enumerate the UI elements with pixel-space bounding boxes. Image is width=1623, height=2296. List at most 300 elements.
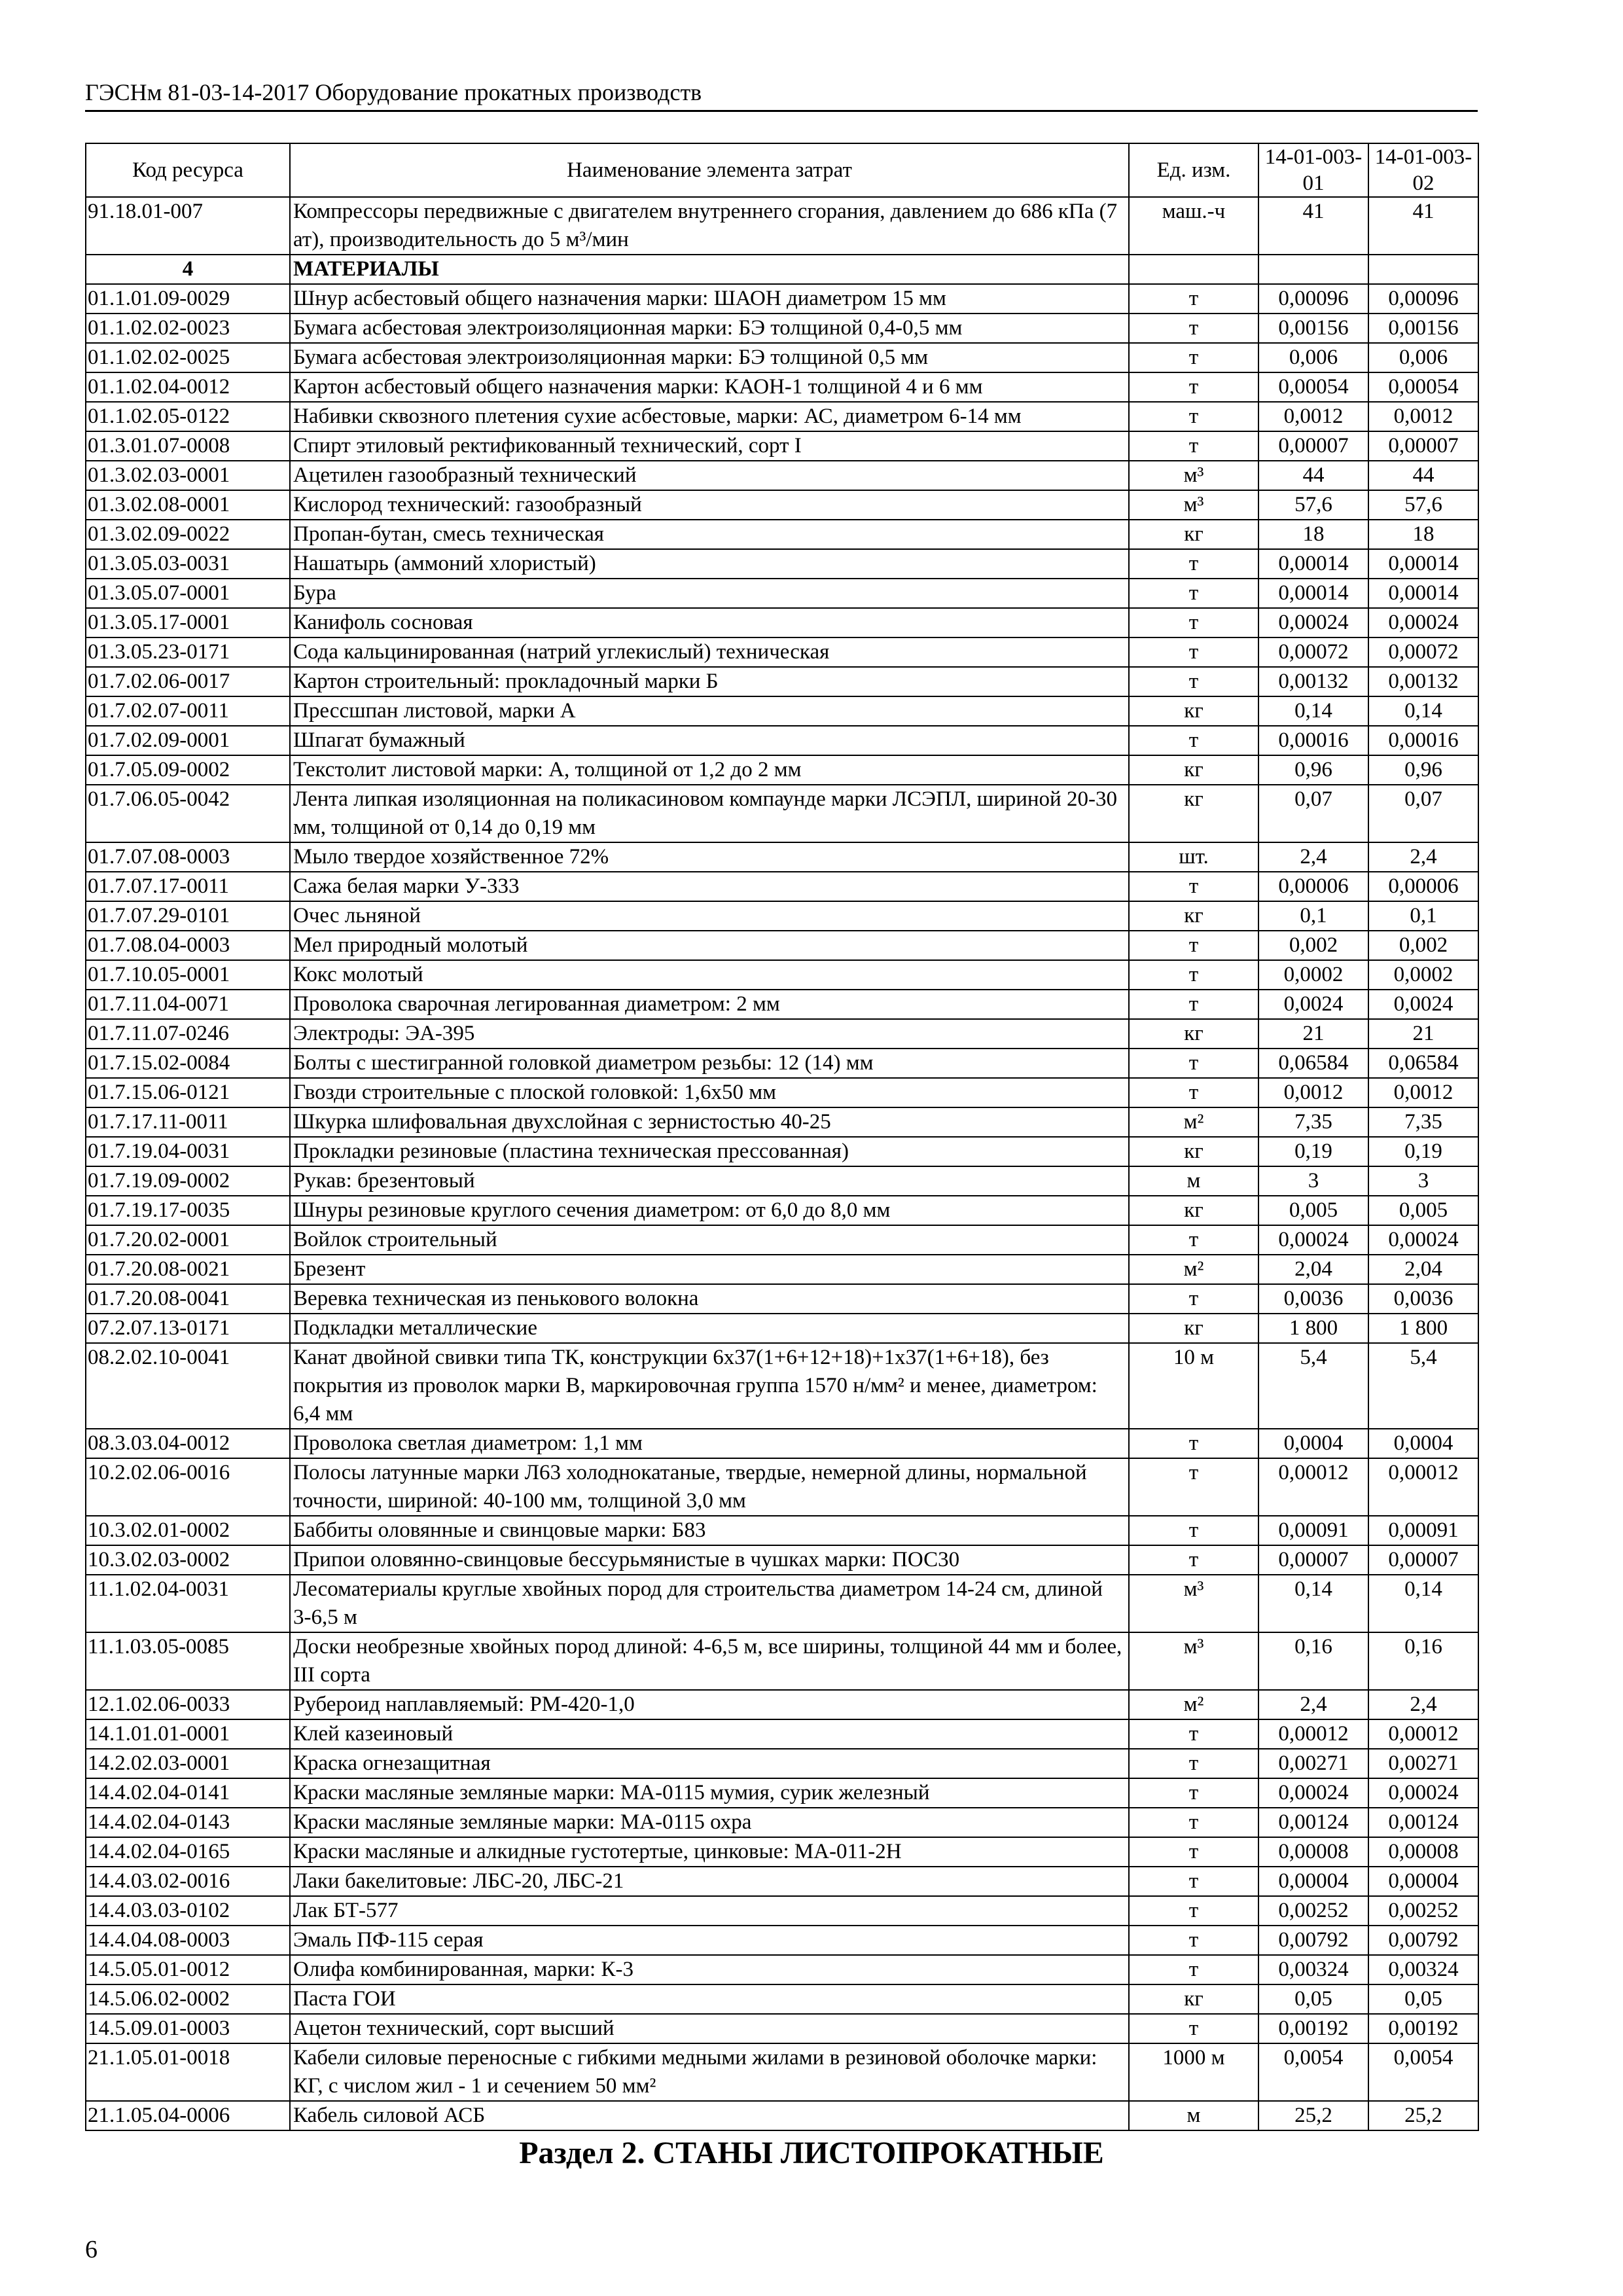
cell-norm-2: 0,00252	[1368, 1896, 1478, 1926]
cell-norm-1: 44	[1258, 461, 1368, 490]
cell-unit: кг	[1129, 785, 1258, 842]
cell-name: Полосы латунные марки Л63 холоднокатаные, твердые, немерной длины, нормальной точности, шириной: 40-100 мм, толщиной 3,0 мм	[290, 1458, 1129, 1516]
table-row	[86, 1778, 1478, 1808]
cell-code: 01.1.02.05-0122	[86, 402, 290, 431]
cell-norm-1: 0,00016	[1258, 726, 1368, 755]
cell-norm-1: 1 800	[1258, 1314, 1368, 1343]
cell-norm-2: 0,00096	[1368, 284, 1478, 314]
cell-unit: маш.-ч	[1129, 197, 1258, 255]
cell-norm-2: 0,00008	[1368, 1837, 1478, 1867]
cell-norm-1: 0,00012	[1258, 1719, 1368, 1749]
cell-norm-2: 0,00007	[1368, 1545, 1478, 1575]
cell-norm-2: 0,1	[1368, 901, 1478, 931]
table-header-row	[86, 143, 1478, 197]
table-row	[86, 842, 1478, 872]
cell-code: 01.7.06.05-0042	[86, 785, 290, 842]
cell-unit: т	[1129, 872, 1258, 901]
table-row	[86, 314, 1478, 343]
cell-name: Картон строительный: прокладочный марки Б	[290, 667, 1129, 696]
cell-norm-2: 0,0012	[1368, 1078, 1478, 1107]
cell-code: 01.3.02.08-0001	[86, 490, 290, 520]
cell-unit: кг	[1129, 1314, 1258, 1343]
cell-code: 07.2.07.13-0171	[86, 1314, 290, 1343]
cell-unit: кг	[1129, 1137, 1258, 1166]
cell-norm-1: 0,0054	[1258, 2043, 1368, 2101]
cell-unit: т	[1129, 343, 1258, 372]
table-row	[86, 726, 1478, 755]
cell-norm-1: 0,00014	[1258, 579, 1368, 608]
cell-name: Сажа белая марки У-333	[290, 872, 1129, 901]
cell-code: 01.7.02.06-0017	[86, 667, 290, 696]
cell-code: 01.3.05.03-0031	[86, 549, 290, 579]
table-row	[86, 1690, 1478, 1719]
cell-norm-2: 0,00054	[1368, 372, 1478, 402]
cell-norm-2: 0,00024	[1368, 1778, 1478, 1808]
cell-unit: кг	[1129, 1019, 1258, 1049]
cell-name: Болты с шестигранной головкой диаметром резьбы: 12 (14) мм	[290, 1049, 1129, 1078]
cell-norm-2: 0,00124	[1368, 1808, 1478, 1837]
table-row	[86, 1575, 1478, 1632]
cell-unit: т	[1129, 372, 1258, 402]
table-row	[86, 402, 1478, 431]
cell-code: 21.1.05.01-0018	[86, 2043, 290, 2101]
cell-norm-2: 0,002	[1368, 931, 1478, 960]
table-row	[86, 1019, 1478, 1049]
cell-unit: т	[1129, 931, 1258, 960]
cell-norm-2: 0,07	[1368, 785, 1478, 842]
cell-norm-1: 2,04	[1258, 1255, 1368, 1284]
cell-unit: м	[1129, 1166, 1258, 1196]
cell-norm-2: 41	[1368, 197, 1478, 255]
cell-name: Картон асбестовый общего назначения марки: КАОН-1 толщиной 4 и 6 мм	[290, 372, 1129, 402]
table-row	[86, 490, 1478, 520]
cell-norm-1: 0,00132	[1258, 667, 1368, 696]
cell-code: 01.3.05.07-0001	[86, 579, 290, 608]
table-row	[86, 1458, 1478, 1516]
cell-unit: т	[1129, 1429, 1258, 1458]
cell-norm-1: 0,14	[1258, 696, 1368, 726]
cell-norm-2: 25,2	[1368, 2101, 1478, 2130]
cell-name: Припои оловянно-свинцовые бессурьмянистые в чушках марки: ПОС30	[290, 1545, 1129, 1575]
table-row	[86, 696, 1478, 726]
cell-unit: т	[1129, 284, 1258, 314]
cell-norm-2: 3	[1368, 1166, 1478, 1196]
cell-code: 01.7.11.04-0071	[86, 990, 290, 1019]
cell-norm-1: 0,1	[1258, 901, 1368, 931]
cell-code: 01.7.10.05-0001	[86, 960, 290, 990]
cell-norm-2: 5,4	[1368, 1343, 1478, 1429]
cell-norm-2: 0,00006	[1368, 872, 1478, 901]
table-row	[86, 1284, 1478, 1314]
table-row	[86, 520, 1478, 549]
cell-norm-2: 0,00792	[1368, 1926, 1478, 1955]
cell-code: 01.7.15.06-0121	[86, 1078, 290, 1107]
cell-norm-1: 0,00014	[1258, 549, 1368, 579]
cell-norm-2: 7,35	[1368, 1107, 1478, 1137]
cell-code: 01.7.02.07-0011	[86, 696, 290, 726]
table-row	[86, 1314, 1478, 1343]
cell-norm-1: 0,0004	[1258, 1429, 1368, 1458]
cell-name: Шнур асбестовый общего назначения марки: ШАОН диаметром 15 мм	[290, 284, 1129, 314]
cell-norm-1: 7,35	[1258, 1107, 1368, 1137]
cell-name: Набивки сквозного плетения сухие асбестовые, марки: АС, диаметром 6-14 мм	[290, 402, 1129, 431]
cell-unit: т	[1129, 667, 1258, 696]
cell-norm-2: 0,00024	[1368, 608, 1478, 637]
cell-code: 01.7.11.07-0246	[86, 1019, 290, 1049]
cell-norm-2: 0,96	[1368, 755, 1478, 785]
cell-code: 01.3.01.07-0008	[86, 431, 290, 461]
cell-name: Шнуры резиновые круглого сечения диаметром: от 6,0 до 8,0 мм	[290, 1196, 1129, 1225]
cell-unit: кг	[1129, 901, 1258, 931]
cell-code: 11.1.02.04-0031	[86, 1575, 290, 1632]
column-header-code: Код ресурса	[86, 143, 290, 197]
cell-norm-1: 0,00024	[1258, 608, 1368, 637]
table-row	[86, 2101, 1478, 2130]
cell-norm-2: 0,0004	[1368, 1429, 1478, 1458]
cell-norm-2: 0,005	[1368, 1196, 1478, 1225]
table-row	[86, 1078, 1478, 1107]
cell-norm-1: 0,00192	[1258, 2014, 1368, 2043]
cell-norm-1: 0,00156	[1258, 314, 1368, 343]
cell-code: 14.2.02.03-0001	[86, 1749, 290, 1778]
cell-norm-1: 0,00124	[1258, 1808, 1368, 1837]
cell-unit: т	[1129, 1049, 1258, 1078]
table-row	[86, 1137, 1478, 1166]
table-row	[86, 990, 1478, 1019]
section-title: Раздел 2. СТАНЫ ЛИСТОПРОКАТНЫЕ	[519, 2136, 1104, 2170]
cell-code: 08.2.02.10-0041	[86, 1343, 290, 1429]
table-row	[86, 431, 1478, 461]
cell-code: 14.4.04.08-0003	[86, 1926, 290, 1955]
cell-name: Сода кальцинированная (натрий углекислый) техническая	[290, 637, 1129, 667]
cell-norm-2: 0,14	[1368, 696, 1478, 726]
cell-norm-2: 0,00014	[1368, 579, 1478, 608]
cell-norm-1: 0,00792	[1258, 1926, 1368, 1955]
cell-norm-1: 41	[1258, 197, 1368, 255]
cell-norm-2: 2,04	[1368, 1255, 1478, 1284]
cell-unit: 1000 м	[1129, 2043, 1258, 2101]
cell-norm-2: 0,00072	[1368, 637, 1478, 667]
cell-unit: т	[1129, 1808, 1258, 1837]
cell-name: Войлок строительный	[290, 1225, 1129, 1255]
cell-norm-1: 0,00072	[1258, 637, 1368, 667]
cell-code: 14.5.05.01-0012	[86, 1955, 290, 1984]
cell-norm-1: 25,2	[1258, 2101, 1368, 2130]
cell-unit: м	[1129, 2101, 1258, 2130]
cell-unit: м²	[1129, 1255, 1258, 1284]
cell-name: Брезент	[290, 1255, 1129, 1284]
cell-norm-1: 0,00012	[1258, 1458, 1368, 1516]
table-row	[86, 1632, 1478, 1690]
cell-name: Кабель силовой АСБ	[290, 2101, 1129, 2130]
cell-name: Очес льняной	[290, 901, 1129, 931]
cell-norm-2: 0,00156	[1368, 314, 1478, 343]
cell-norm-1: 0,96	[1258, 755, 1368, 785]
cell-code: 01.3.02.09-0022	[86, 520, 290, 549]
cell-code: 01.7.17.11-0011	[86, 1107, 290, 1137]
cell-name: Баббиты оловянные и свинцовые марки: Б83	[290, 1516, 1129, 1545]
table-row	[86, 549, 1478, 579]
cell-code: 01.7.08.04-0003	[86, 931, 290, 960]
cell-unit: т	[1129, 579, 1258, 608]
cell-name: Кокс молотый	[290, 960, 1129, 990]
cell-name: Мел природный молотый	[290, 931, 1129, 960]
cell-name: Веревка техническая из пенькового волокна	[290, 1284, 1129, 1314]
cell-norm-2: 0,0024	[1368, 990, 1478, 1019]
cell-norm-1: 0,19	[1258, 1137, 1368, 1166]
table-row	[86, 608, 1478, 637]
column-header-norm-1: 14-01-003-01	[1258, 143, 1368, 197]
cell-norm-1: 0,00024	[1258, 1225, 1368, 1255]
cell-name: Краски масляные земляные марки: МА-0115 мумия, сурик железный	[290, 1778, 1129, 1808]
cell-norm-1: 57,6	[1258, 490, 1368, 520]
cell-unit: т	[1129, 1458, 1258, 1516]
cell-name: Шпагат бумажный	[290, 726, 1129, 755]
cell-norm-2: 0,05	[1368, 1984, 1478, 2014]
table-row	[86, 1516, 1478, 1545]
cell-name: Краски масляные земляные марки: МА-0115 охра	[290, 1808, 1129, 1837]
cell-norm-1: 0,00091	[1258, 1516, 1368, 1545]
cell-name: Бумага асбестовая электроизоляционная марки: БЭ толщиной 0,5 мм	[290, 343, 1129, 372]
cell-unit: т	[1129, 1719, 1258, 1749]
cell-norm-1: 0,00271	[1258, 1749, 1368, 1778]
table-row	[86, 1343, 1478, 1429]
cell-code: 91.18.01-007	[86, 197, 290, 255]
cell-norm-1: 0,05	[1258, 1984, 1368, 2014]
cell-unit: м²	[1129, 1690, 1258, 1719]
cell-name: Бумага асбестовая электроизоляционная марки: БЭ толщиной 0,4-0,5 мм	[290, 314, 1129, 343]
cell-code: 01.7.19.04-0031	[86, 1137, 290, 1166]
cell-name: Рубероид наплавляемый: РМ-420-1,0	[290, 1690, 1129, 1719]
cell-name: Эмаль ПФ-115 серая	[290, 1926, 1129, 1955]
cell-norm-1: 0,005	[1258, 1196, 1368, 1225]
cell-code: 10.3.02.03-0002	[86, 1545, 290, 1575]
cell-unit: шт.	[1129, 842, 1258, 872]
cell-norm-1: 18	[1258, 520, 1368, 549]
cell-unit: 10 м	[1129, 1343, 1258, 1429]
table-row	[86, 1896, 1478, 1926]
column-header-unit: Ед. изм.	[1129, 143, 1258, 197]
cell-name: Краски масляные и алкидные густотертые, цинковые: МА-011-2Н	[290, 1837, 1129, 1867]
cell-code: 01.7.20.02-0001	[86, 1225, 290, 1255]
cell-name: Лента липкая изоляционная на поликасиновом компаунде марки ЛСЭПЛ, шириной 20-30 мм, толщиной от 0,14 до 0,19 мм	[290, 785, 1129, 842]
cell-norm-2: 0,00012	[1368, 1719, 1478, 1749]
cell-name: Бура	[290, 579, 1129, 608]
cell-code: 01.3.05.17-0001	[86, 608, 290, 637]
cell-norm-1: 0,0024	[1258, 990, 1368, 1019]
table-row	[86, 1255, 1478, 1284]
cell-name: Рукав: брезентовый	[290, 1166, 1129, 1196]
table-body	[86, 197, 1478, 2130]
cell-code: 01.7.19.17-0035	[86, 1196, 290, 1225]
cell-norm-2: 1 800	[1368, 1314, 1478, 1343]
section-row	[86, 255, 1478, 284]
cell-norm-1: 0,00004	[1258, 1867, 1368, 1896]
cell-norm-1: 0,00252	[1258, 1896, 1368, 1926]
cell-norm-1: 2,4	[1258, 1690, 1368, 1719]
cell-unit: т	[1129, 637, 1258, 667]
cell-norm-1: 0,16	[1258, 1632, 1368, 1690]
cell-norm-2: 0,00007	[1368, 431, 1478, 461]
cell-unit: кг	[1129, 1196, 1258, 1225]
cell-unit: кг	[1129, 1984, 1258, 2014]
page-header	[85, 77, 1478, 112]
cell-code: 01.7.20.08-0021	[86, 1255, 290, 1284]
cell-norm-1: 0,00006	[1258, 872, 1368, 901]
cell-code: 01.1.02.04-0012	[86, 372, 290, 402]
cell-code: 08.3.03.04-0012	[86, 1429, 290, 1458]
cell-unit: кг	[1129, 520, 1258, 549]
cell-name: Лесоматериалы круглые хвойных пород для строительства диаметром 14-24 см, длиной 3-6,5 м	[290, 1575, 1129, 1632]
cell-norm-2: 0,00016	[1368, 726, 1478, 755]
cell-code: 21.1.05.04-0006	[86, 2101, 290, 2130]
cell-norm-2: 18	[1368, 520, 1478, 549]
cell-norm-1: 0,0036	[1258, 1284, 1368, 1314]
cell-norm-2: 0,0002	[1368, 960, 1478, 990]
cell-name: Подкладки металлические	[290, 1314, 1129, 1343]
cell-norm-2: 21	[1368, 1019, 1478, 1049]
cell-code: 14.5.09.01-0003	[86, 2014, 290, 2043]
table-row	[86, 2043, 1478, 2101]
table-row	[86, 1166, 1478, 1196]
cell-code: 14.5.06.02-0002	[86, 1984, 290, 2014]
cell-norm-2: 44	[1368, 461, 1478, 490]
table-row	[86, 960, 1478, 990]
cell-code: 12.1.02.06-0033	[86, 1690, 290, 1719]
table-row	[86, 785, 1478, 842]
cell-unit: т	[1129, 402, 1258, 431]
cell-unit: м³	[1129, 1575, 1258, 1632]
cell-name: Канат двойной свивки типа ТК, конструкции 6х37(1+6+12+18)+1х37(1+6+18), без покрытия из проволок марки В, маркировочная группа 1570 н/мм² и менее, диаметром: 6,4 мм	[290, 1343, 1129, 1429]
cell-norm-1: 0,0012	[1258, 1078, 1368, 1107]
cell-name: Лак БТ-577	[290, 1896, 1129, 1926]
table-row	[86, 872, 1478, 901]
table-row	[86, 1808, 1478, 1837]
cell-norm-1: 0,00007	[1258, 431, 1368, 461]
table-row	[86, 1196, 1478, 1225]
cell-norm-2: 0,06584	[1368, 1049, 1478, 1078]
table-row	[86, 1837, 1478, 1867]
cell-name: Лаки бакелитовые: ЛБС-20, ЛБС-21	[290, 1867, 1129, 1896]
cell-name: Нашатырь (аммоний хлористый)	[290, 549, 1129, 579]
table-row	[86, 579, 1478, 608]
cell-unit: т	[1129, 1778, 1258, 1808]
cell-norm-1	[1258, 255, 1368, 284]
document-title: ГЭСНм 81-03-14-2017 Оборудование прокатных производств	[85, 79, 702, 105]
cell-code: 01.7.07.29-0101	[86, 901, 290, 931]
cell-name: Электроды: ЭА-395	[290, 1019, 1129, 1049]
cell-name: Компрессоры передвижные с двигателем внутреннего сгорания, давлением до 686 кПа (7 ат), производительность до 5 м³/мин	[290, 197, 1129, 255]
table-row	[86, 1867, 1478, 1896]
cell-norm-2	[1368, 255, 1478, 284]
cell-name: Спирт этиловый ректификованный технический, сорт I	[290, 431, 1129, 461]
cell-unit: т	[1129, 2014, 1258, 2043]
cell-code: 01.7.05.09-0002	[86, 755, 290, 785]
cell-code: 14.4.03.02-0016	[86, 1867, 290, 1896]
cell-name: Прессшпан листовой, марки А	[290, 696, 1129, 726]
table-row	[86, 1984, 1478, 2014]
cell-name: Канифоль сосновая	[290, 608, 1129, 637]
table-row	[86, 1719, 1478, 1749]
cell-unit: т	[1129, 1284, 1258, 1314]
cell-unit: т	[1129, 549, 1258, 579]
cell-name: Клей казеиновый	[290, 1719, 1129, 1749]
cell-norm-1: 0,00096	[1258, 284, 1368, 314]
cell-unit: т	[1129, 1545, 1258, 1575]
table-row	[86, 197, 1478, 255]
cell-code: 01.3.02.03-0001	[86, 461, 290, 490]
cell-name: Ацетон технический, сорт высший	[290, 2014, 1129, 2043]
cell-norm-2: 0,0054	[1368, 2043, 1478, 2101]
cell-unit: т	[1129, 1837, 1258, 1867]
cell-code: 01.7.20.08-0041	[86, 1284, 290, 1314]
table-row	[86, 1049, 1478, 1078]
cell-name: Паста ГОИ	[290, 1984, 1129, 2014]
table-row	[86, 901, 1478, 931]
cell-code: 14.4.02.04-0143	[86, 1808, 290, 1837]
cell-norm-2: 0,00012	[1368, 1458, 1478, 1516]
cell-unit: м³	[1129, 461, 1258, 490]
cell-unit: м²	[1129, 1107, 1258, 1137]
cell-unit: т	[1129, 1516, 1258, 1545]
table-row	[86, 343, 1478, 372]
cell-unit: т	[1129, 990, 1258, 1019]
table-row	[86, 1926, 1478, 1955]
table-row	[86, 284, 1478, 314]
cell-name: Олифа комбинированная, марки: К-3	[290, 1955, 1129, 1984]
column-header-name: Наименование элемента затрат	[290, 143, 1129, 197]
cell-name: Шкурка шлифовальная двухслойная с зернистостью 40-25	[290, 1107, 1129, 1137]
cell-norm-1: 2,4	[1258, 842, 1368, 872]
table-row	[86, 1225, 1478, 1255]
cell-code: 01.1.02.02-0023	[86, 314, 290, 343]
table-row	[86, 637, 1478, 667]
cell-unit: т	[1129, 1078, 1258, 1107]
cell-code: 10.3.02.01-0002	[86, 1516, 290, 1545]
cell-code: 01.7.02.09-0001	[86, 726, 290, 755]
cell-unit: т	[1129, 608, 1258, 637]
cell-unit: т	[1129, 960, 1258, 990]
table-row	[86, 372, 1478, 402]
cell-name: Краска огнезащитная	[290, 1749, 1129, 1778]
cell-norm-1: 0,00054	[1258, 372, 1368, 402]
cell-code: 10.2.02.06-0016	[86, 1458, 290, 1516]
cell-norm-1: 3	[1258, 1166, 1368, 1196]
cell-unit: т	[1129, 1749, 1258, 1778]
cell-norm-2: 0,00091	[1368, 1516, 1478, 1545]
cell-unit	[1129, 255, 1258, 284]
cell-norm-2: 0,14	[1368, 1575, 1478, 1632]
resource-table	[85, 143, 1479, 2131]
cell-norm-2: 0,00024	[1368, 1225, 1478, 1255]
column-header-norm-2: 14-01-003-02	[1368, 143, 1478, 197]
cell-norm-2: 2,4	[1368, 842, 1478, 872]
cell-name: Кислород технический: газообразный	[290, 490, 1129, 520]
cell-code: 11.1.03.05-0085	[86, 1632, 290, 1690]
cell-norm-1: 0,06584	[1258, 1049, 1368, 1078]
cell-code: 01.3.05.23-0171	[86, 637, 290, 667]
table-row	[86, 461, 1478, 490]
cell-code: 01.7.15.02-0084	[86, 1049, 290, 1078]
cell-unit: т	[1129, 1955, 1258, 1984]
page-number: 6	[85, 2236, 98, 2263]
cell-name: Гвозди строительные с плоской головкой: 1,6х50 мм	[290, 1078, 1129, 1107]
cell-unit: т	[1129, 1896, 1258, 1926]
cell-norm-2: 0,006	[1368, 343, 1478, 372]
cell-name: Проволока светлая диаметром: 1,1 мм	[290, 1429, 1129, 1458]
cell-name: Проволока сварочная легированная диаметром: 2 мм	[290, 990, 1129, 1019]
cell-norm-2: 0,0012	[1368, 402, 1478, 431]
